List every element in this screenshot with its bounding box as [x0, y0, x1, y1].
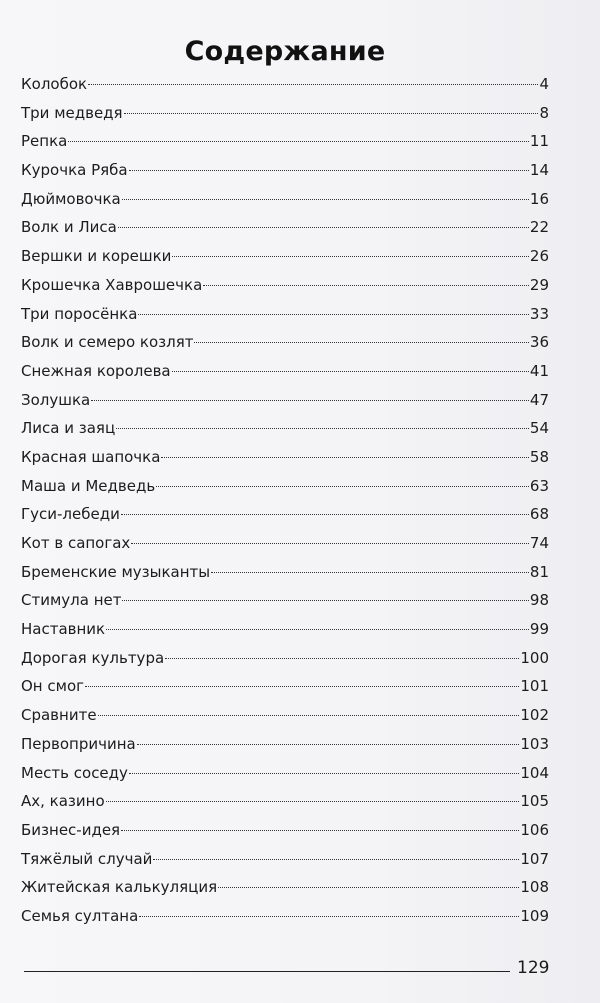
toc-entry-page: 68 [529, 505, 549, 524]
toc-entry-page: 81 [529, 562, 549, 581]
toc-entry [21, 472, 549, 501]
toc-entry [21, 787, 549, 816]
toc-entry [21, 586, 549, 615]
toc-entry [21, 242, 549, 271]
dot-leader [118, 227, 529, 228]
toc-entry-page: 99 [529, 620, 549, 639]
toc-entry-title: Лиса и заяц [21, 419, 116, 438]
dot-leader [122, 600, 528, 601]
toc-entry-title: Гуси-лебеди [21, 505, 120, 524]
dot-leader [131, 543, 529, 544]
toc-entry-page: 104 [520, 763, 549, 782]
toc-entry-title: Репка [21, 132, 68, 151]
toc-entry [21, 127, 549, 156]
toc-entry-title: Золушка [21, 390, 91, 409]
toc-entry-title: Наставник [21, 620, 106, 639]
dot-leader [211, 572, 529, 573]
toc-entry [21, 185, 549, 214]
dot-leader [161, 457, 528, 458]
dot-leader [218, 887, 519, 888]
dot-leader [88, 84, 538, 85]
toc-entry [21, 701, 549, 730]
toc-entry-title: Семья султана [21, 906, 139, 925]
toc-entry [21, 730, 549, 759]
toc-entry-title: Красная шапочка [21, 447, 161, 466]
toc-entry [21, 558, 549, 587]
toc-entry-page: 101 [520, 677, 549, 696]
toc-entry [21, 70, 549, 99]
toc-entry [21, 644, 549, 673]
toc-entry [21, 500, 549, 529]
toc-entry [21, 615, 549, 644]
toc-entry [21, 156, 549, 185]
dot-leader [68, 141, 529, 142]
toc-entry-title: Маша и Медведь [21, 476, 156, 495]
toc-entry-title: Житейская калькуляция [21, 878, 218, 897]
dot-leader [91, 400, 529, 401]
toc-entry-page: 100 [520, 648, 549, 667]
dot-leader [203, 285, 529, 286]
page-title: Содержание [184, 36, 386, 67]
toc-entry-title: Кот в сапогах [21, 534, 131, 552]
toc-entry-title: Три поросёнка [21, 304, 138, 323]
toc-entry-title: Снежная королева [21, 361, 171, 380]
toc-entry-title: Курочка Ряба [21, 161, 128, 180]
toc-entry-title: Сравните [21, 706, 97, 725]
toc-entry-page: 33 [529, 304, 549, 323]
toc-entry-page: 58 [529, 447, 549, 466]
toc-entry-page: 22 [529, 218, 549, 237]
toc-entry-page: 14 [529, 161, 549, 180]
toc-entry-title: Стимула нет [21, 591, 122, 610]
toc-entry-page: 36 [529, 333, 549, 352]
toc-entry-page: 103 [520, 734, 549, 753]
toc-entry-title: Крошечка Хаврошечка [21, 275, 203, 294]
toc-entry-title: Колобок [21, 75, 88, 93]
dot-leader [153, 859, 519, 860]
toc-entry-page: 54 [529, 419, 549, 438]
dot-leader [172, 256, 529, 257]
toc-entry [21, 902, 549, 931]
toc-entry [21, 414, 549, 443]
toc-entry [21, 386, 549, 415]
dot-leader [172, 371, 529, 372]
footer-rule [24, 971, 510, 972]
toc-entry-page: 11 [529, 132, 549, 151]
toc-entry-page: 109 [520, 906, 549, 925]
toc-entry-page: 98 [529, 591, 549, 610]
page-number: 129 [517, 958, 550, 978]
dot-leader [116, 428, 529, 429]
dot-leader [156, 486, 529, 487]
toc-entry-title: Тяжёлый случай [21, 849, 153, 868]
toc-entry-title: Первопричина [21, 734, 136, 753]
toc-entry-page: 106 [520, 820, 549, 839]
toc-entry-title: Он смог [21, 677, 85, 696]
toc-entry [21, 759, 549, 788]
toc-entry-page: 16 [529, 189, 549, 208]
dot-leader [122, 199, 529, 200]
toc-entry-page: 108 [520, 878, 549, 897]
toc-entry-title: Ах, казино [21, 792, 105, 811]
toc-entry-title: Дюймовочка [21, 189, 121, 208]
toc-entry-title: Месть соседу [21, 763, 128, 782]
toc-entry-page: 105 [520, 792, 549, 811]
toc-entry [21, 300, 549, 329]
toc-entry-page: 102 [520, 706, 549, 725]
dot-leader [139, 916, 519, 917]
toc-entry-page: 8 [539, 103, 549, 122]
dot-leader [106, 629, 529, 630]
dot-leader [121, 830, 519, 831]
toc-entry-page: 29 [529, 275, 549, 294]
toc-entry [21, 99, 549, 128]
toc-entry [21, 816, 549, 845]
dot-leader [85, 686, 519, 687]
toc-entry-page: 63 [529, 476, 549, 495]
dot-leader [106, 801, 520, 802]
dot-leader [137, 744, 520, 745]
toc-entry-title: Волк и семеро козлят [21, 333, 194, 352]
dot-leader [121, 514, 529, 515]
toc-entry [21, 357, 549, 386]
toc-entry-title: Бременские музыканты [21, 562, 211, 581]
dot-leader [165, 658, 519, 659]
dot-leader [129, 773, 519, 774]
toc-entry [21, 672, 549, 701]
dot-leader [98, 715, 520, 716]
toc-entry-page: 4 [539, 75, 549, 93]
toc-entry [21, 213, 549, 242]
toc-entry-page: 74 [529, 534, 549, 552]
dot-leader [138, 314, 528, 315]
toc-entry-page: 41 [529, 361, 549, 380]
toc-entry-page: 26 [529, 247, 549, 266]
toc-entry-title: Бизнес-идея [21, 820, 121, 839]
toc-entry-page: 107 [520, 849, 549, 868]
toc-entry-title: Три медведя [21, 103, 123, 122]
toc-entry-title: Вершки и корешки [21, 247, 172, 266]
toc-entry [21, 328, 549, 357]
table-of-contents [21, 70, 549, 931]
dot-leader [194, 342, 528, 343]
toc-entry [21, 873, 549, 902]
toc-entry [21, 443, 549, 472]
toc-entry-title: Дорогая культура [21, 648, 165, 667]
toc-entry [21, 529, 549, 558]
toc-entry [21, 271, 549, 300]
dot-leader [124, 113, 539, 114]
toc-entry-title: Волк и Лиса [21, 218, 117, 237]
dot-leader [129, 170, 529, 171]
toc-entry [21, 845, 549, 874]
toc-entry-page: 47 [529, 390, 549, 409]
